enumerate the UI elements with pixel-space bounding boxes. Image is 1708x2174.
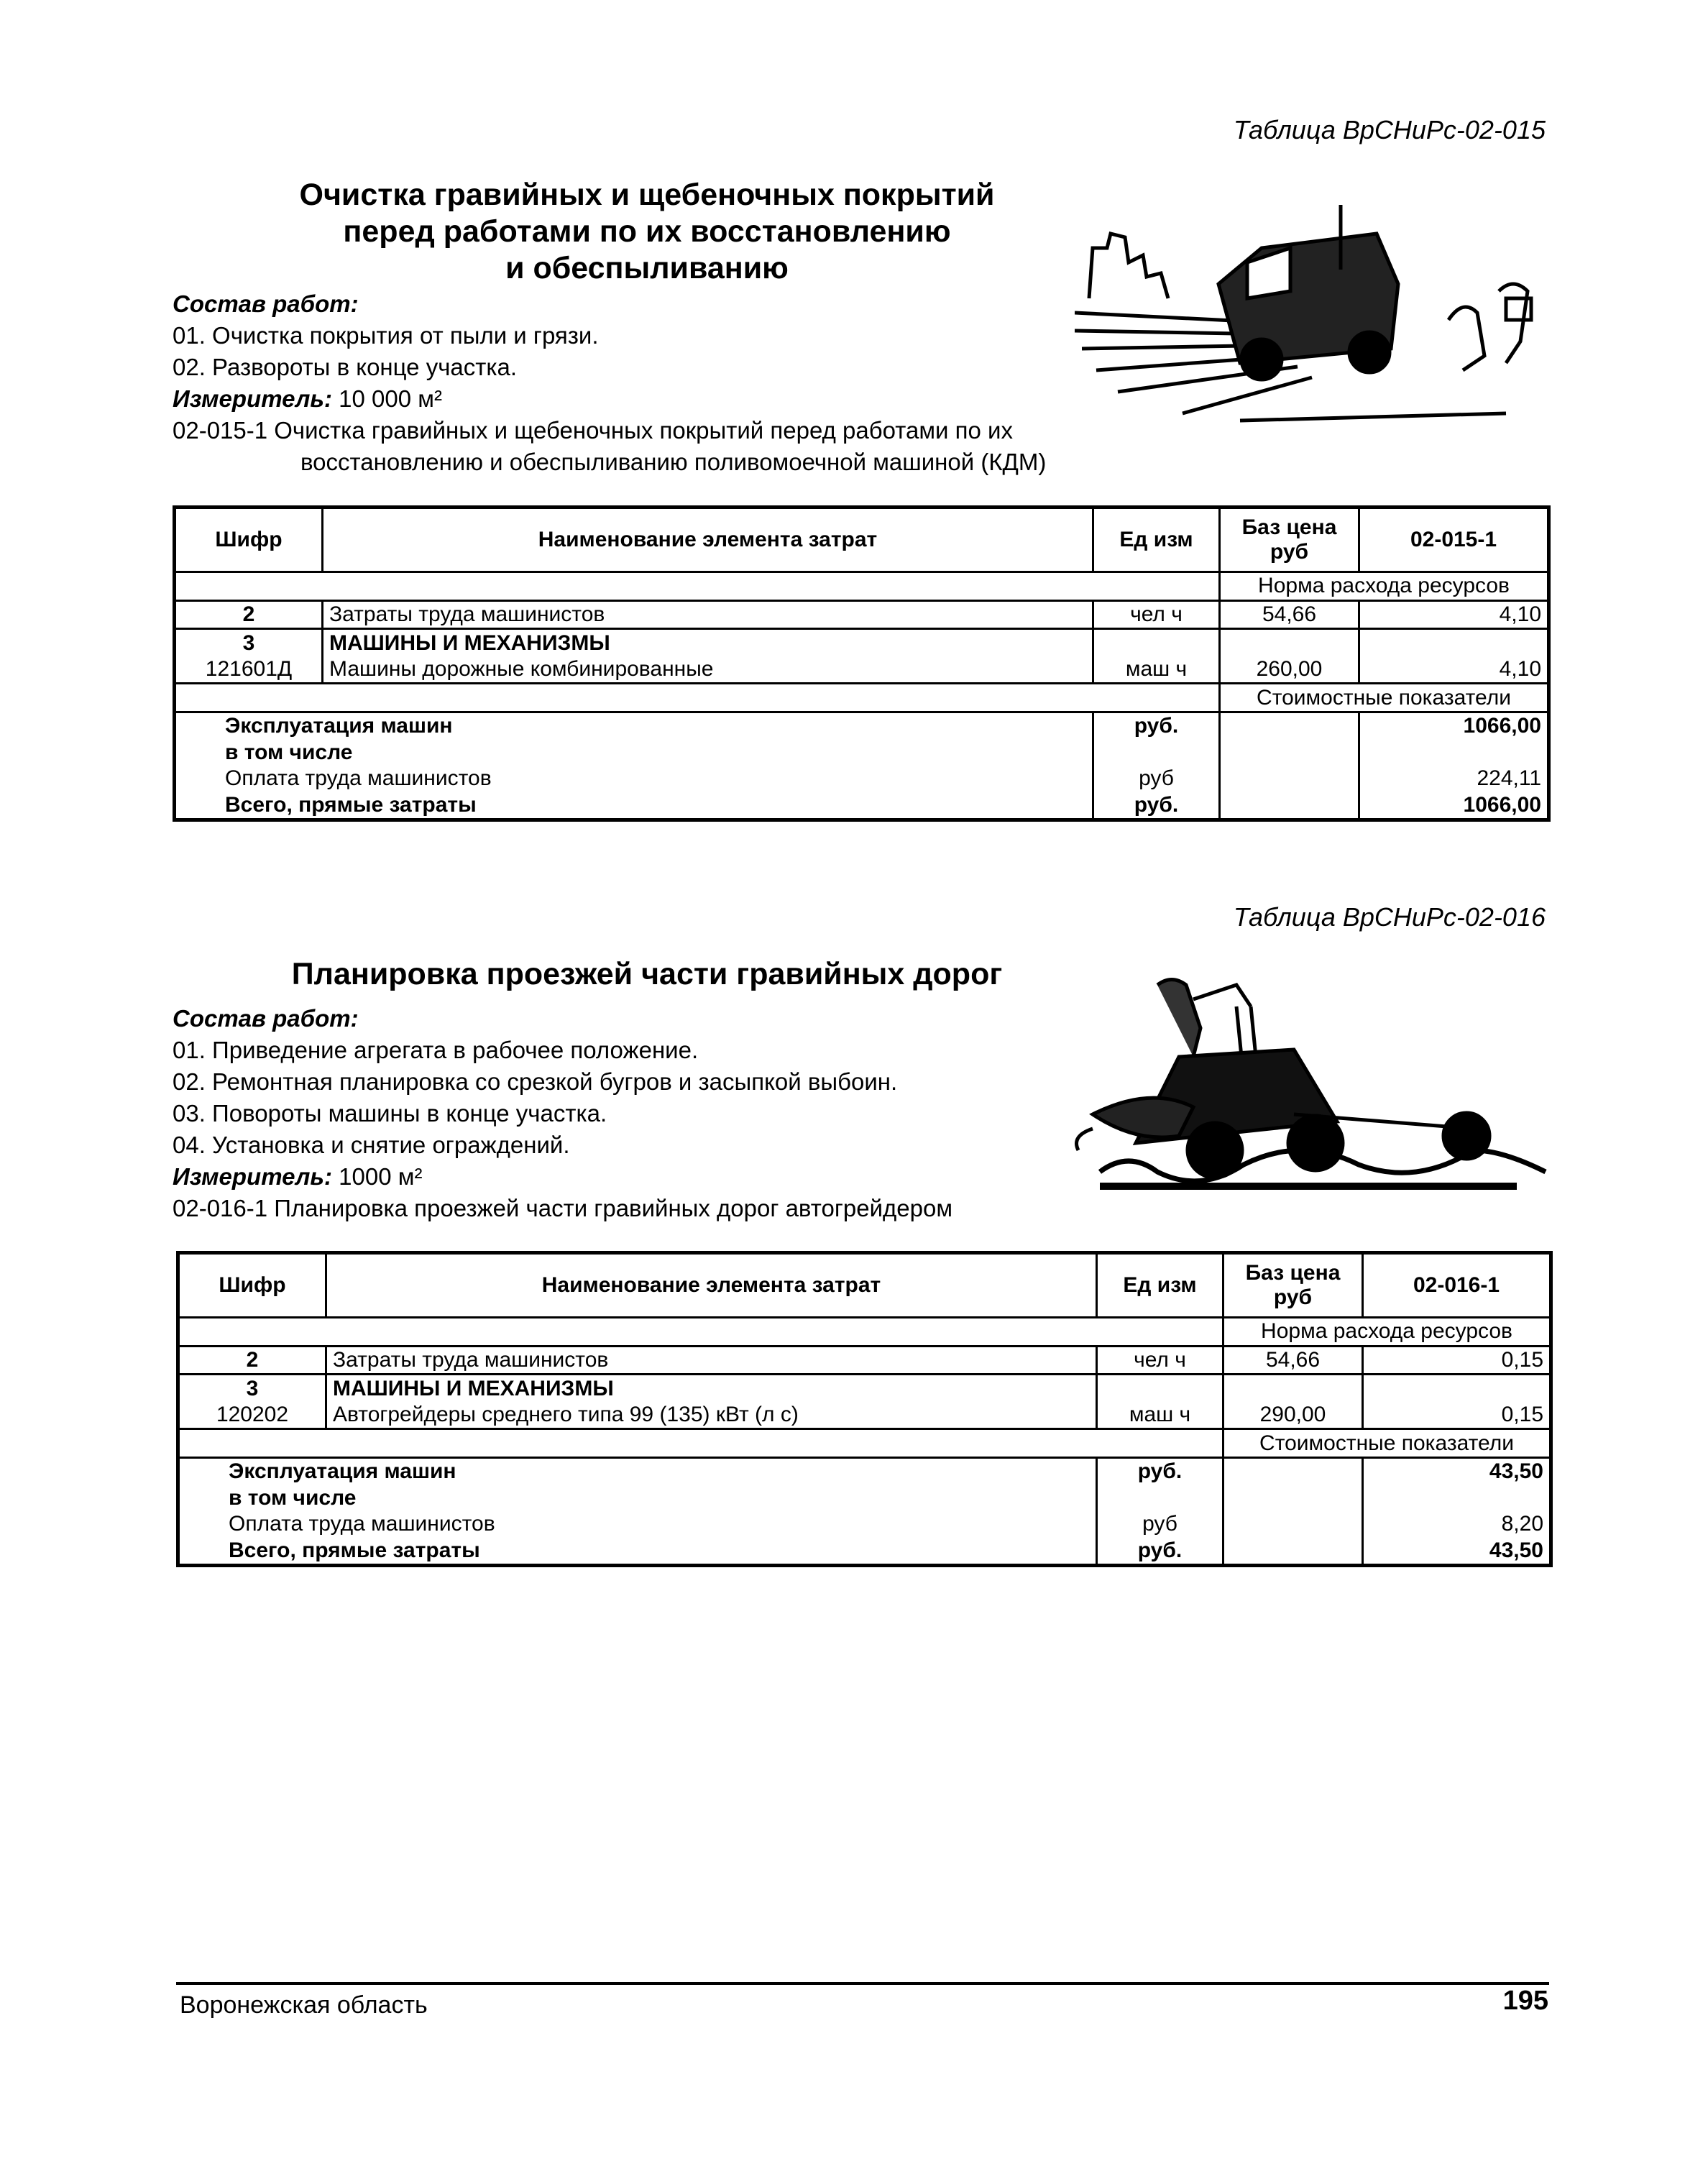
table-header-row bbox=[175, 508, 1549, 572]
row-code: 121601Д bbox=[205, 657, 293, 682]
col-header-unit: Ед изм bbox=[1093, 508, 1220, 572]
col-header-price: Баз цена руб bbox=[1220, 508, 1359, 572]
work-item: 03. Повороты машины в конце участка. bbox=[173, 1100, 607, 1127]
code-line: восстановлению и обеспыливанию поливомоечной машиной (КДМ) bbox=[300, 449, 1047, 475]
cost-table-015 bbox=[173, 505, 1551, 822]
row-name: МАШИНЫ И МЕХАНИЗМЫ bbox=[326, 1375, 1097, 1402]
cost-heading: Стоимостные показатели bbox=[1220, 684, 1549, 712]
cost-unit: руб. bbox=[1093, 792, 1220, 820]
row-code: 2 bbox=[246, 1347, 259, 1372]
row-value: 4,10 bbox=[1359, 656, 1549, 684]
row-price: 54,66 bbox=[1223, 1346, 1363, 1375]
work-item: 02. Ремонтная планировка со срезкой бугров и засыпкой выбоин. bbox=[173, 1068, 898, 1095]
cost-row bbox=[175, 712, 1549, 739]
row-unit: чел ч bbox=[1093, 600, 1220, 629]
table-row bbox=[178, 1402, 1551, 1429]
table-row bbox=[175, 629, 1549, 656]
norm-heading-row bbox=[178, 1318, 1551, 1347]
row-price: 290,00 bbox=[1223, 1402, 1363, 1429]
norm-heading-row bbox=[175, 572, 1549, 601]
cost-name: в том числе bbox=[225, 740, 353, 764]
col-header-price: Баз цена руб bbox=[1223, 1253, 1363, 1318]
footer-rule bbox=[176, 1982, 1549, 1985]
col-header-unit: Ед изм bbox=[1097, 1253, 1223, 1318]
row-unit: чел ч bbox=[1097, 1346, 1223, 1375]
measure-line bbox=[173, 384, 442, 414]
row-value: 0,15 bbox=[1363, 1346, 1551, 1375]
table-row bbox=[178, 1375, 1551, 1402]
cost-value: 1066,00 bbox=[1359, 712, 1549, 739]
grader-illustration bbox=[1064, 971, 1567, 1215]
table-header-row bbox=[178, 1253, 1551, 1318]
col-header-code: Шифр bbox=[215, 528, 283, 551]
cost-name: Оплата труда машинистов bbox=[229, 1512, 495, 1536]
row-value: 0,15 bbox=[1363, 1402, 1551, 1429]
row-name: Затраты труда машинистов bbox=[323, 600, 1093, 629]
cost-row bbox=[178, 1457, 1551, 1485]
cost-name: Эксплуатация машин bbox=[225, 714, 453, 738]
row-code: 2 bbox=[242, 602, 255, 626]
measure-value: 1000 м² bbox=[339, 1163, 423, 1190]
row-code: 3 bbox=[246, 1376, 259, 1400]
table-row bbox=[175, 600, 1549, 629]
col-header-code: Шифр bbox=[219, 1273, 286, 1297]
cost-value: 224,11 bbox=[1359, 766, 1549, 792]
cost-name: в том числе bbox=[229, 1485, 357, 1510]
row-unit: маш ч bbox=[1097, 1402, 1223, 1429]
cost-heading: Стоимостные показатели bbox=[1223, 1429, 1551, 1458]
street-cleaner-illustration bbox=[1075, 205, 1564, 431]
cost-heading-row bbox=[175, 684, 1549, 712]
row-name: Затраты труда машинистов bbox=[326, 1346, 1097, 1375]
norm-heading: Норма расхода ресурсов bbox=[1223, 1318, 1551, 1347]
code-line: 02-015-1 Очистка гравийных и щебеночных покрытий перед работами по их bbox=[173, 417, 1013, 444]
row-name: Автогрейдеры среднего типа 99 (135) кВт (л с) bbox=[326, 1402, 1097, 1429]
cost-unit: руб bbox=[1097, 1511, 1223, 1537]
measure-line bbox=[173, 1162, 422, 1192]
title-line: и обеспыливанию bbox=[505, 251, 789, 285]
title-line: перед работами по их восстановлению bbox=[343, 214, 951, 249]
cost-unit: руб. bbox=[1093, 712, 1220, 739]
code-line: 02-016-1 Планировка проезжей части гравийных дорог автогрейдером bbox=[173, 1195, 953, 1221]
cost-unit: руб. bbox=[1097, 1457, 1223, 1485]
col-header-norm: 02-015-1 bbox=[1359, 508, 1549, 572]
row-name: МАШИНЫ И МЕХАНИЗМЫ bbox=[323, 629, 1093, 656]
section2-title: Планировка проезжей части гравийных дорог bbox=[291, 957, 1003, 991]
measure-label: Измеритель: bbox=[173, 1163, 332, 1190]
row-code: 120202 bbox=[216, 1403, 289, 1427]
work-item: 01. Приведение агрегата в рабочее положение. bbox=[173, 1037, 699, 1063]
work-heading: Состав работ: bbox=[173, 1005, 359, 1032]
cost-value: 43,50 bbox=[1363, 1457, 1551, 1485]
col-header-name: Наименование элемента затрат bbox=[323, 508, 1093, 572]
cost-value: 1066,00 bbox=[1359, 792, 1549, 820]
work-item: 04. Установка и снятие ограждений. bbox=[173, 1132, 570, 1158]
cost-value: 43,50 bbox=[1363, 1537, 1551, 1565]
cost-name: Оплата труда машинистов bbox=[225, 766, 492, 791]
footer-region: Воронежская область bbox=[180, 1991, 428, 2019]
work-heading: Состав работ: bbox=[173, 290, 359, 317]
work-item: 01. Очистка покрытия от пыли и грязи. bbox=[173, 322, 599, 349]
row-unit: маш ч bbox=[1093, 656, 1220, 684]
col-header-name: Наименование элемента затрат bbox=[326, 1253, 1097, 1318]
norm-heading: Норма расхода ресурсов bbox=[1220, 572, 1549, 601]
cost-unit: руб bbox=[1093, 766, 1220, 792]
cost-table-016 bbox=[176, 1251, 1553, 1567]
cost-name: Эксплуатация машин bbox=[229, 1459, 456, 1484]
section1-title bbox=[244, 177, 1050, 287]
row-code: 3 bbox=[242, 630, 255, 655]
row-price: 260,00 bbox=[1220, 656, 1359, 684]
table-row bbox=[178, 1346, 1551, 1375]
page-number: 195 bbox=[1502, 1986, 1548, 2016]
row-price: 54,66 bbox=[1220, 600, 1359, 629]
table-row bbox=[175, 656, 1549, 684]
measure-label: Измеритель: bbox=[173, 385, 332, 412]
cost-value: 8,20 bbox=[1363, 1511, 1551, 1537]
row-value: 4,10 bbox=[1359, 600, 1549, 629]
cost-heading-row bbox=[178, 1429, 1551, 1458]
cost-name: Всего, прямые затраты bbox=[229, 1538, 480, 1562]
table-label-015: Таблица ВрСНиРс-02-015 bbox=[1233, 115, 1546, 145]
cost-name: Всего, прямые затраты bbox=[225, 792, 477, 817]
row-name: Машины дорожные комбинированные bbox=[323, 656, 1093, 684]
col-header-norm: 02-016-1 bbox=[1363, 1253, 1551, 1318]
measure-value: 10 000 м² bbox=[339, 385, 442, 412]
table-label-016: Таблица ВрСНиРс-02-016 bbox=[1233, 902, 1546, 932]
work-item: 02. Развороты в конце участка. bbox=[173, 354, 518, 380]
title-line: Очистка гравийных и щебеночных покрытий bbox=[299, 178, 995, 212]
cost-unit: руб. bbox=[1097, 1537, 1223, 1565]
